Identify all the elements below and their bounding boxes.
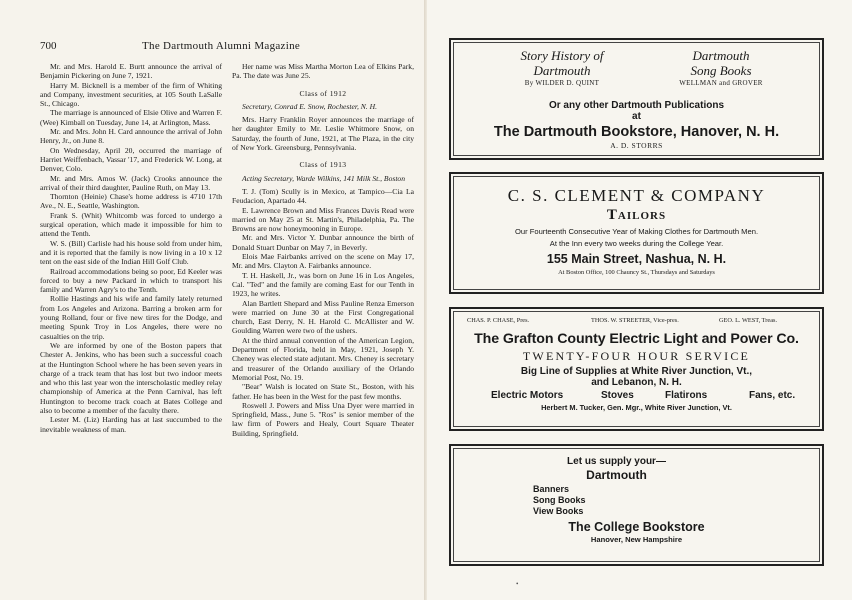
story-history-title-line1: Story History of [520,48,604,63]
class-1913-heading: Class of 1913 [299,160,347,170]
paragraph: Her name was Miss Martha Morton Lea of Elkins Park, Pa. The date was June 25. [232,62,414,81]
class-1913-secretary: Acting Secretary, Warde Wilkins, 141 Milk St., Boston [242,173,406,183]
left-text-column [40,62,222,434]
paragraph: E. Lawrence Brown and Miss Frances Davis Read were married on May 25 at St. Martin's, Philadelphia, Pa. The Browns are now honeymooning in Europe. [232,205,414,234]
paragraph: We are informed by one of the Boston papers that Chester A. Jenkins, who has been such a successful coach at the Huntington School where he has been seven years in charge of a track team that has lost but two indoor meets and who this last year won the interscholastic medley relay championship of America at the Penn Carnival, has left Huntington to become track coach at Bates College and also to become a member of the faculty there. [40,340,222,415]
bookstore-owner: A. D. STORRS [610,141,663,150]
story-history-title [487,48,637,87]
service-heading: TWENTY-FOUR HOUR SERVICE [522,349,751,363]
product-list [451,390,822,402]
clement-line-2: At the Inn every two weeks during the College Year. [549,239,724,248]
supplies-line: Big Line of Supplies at White River Junction, Vt., [520,366,753,377]
paragraph: Mr. and Mrs. Harold E. Burtt announce the arrival of Benjamin Pickering on June 7, 1921. [40,62,222,81]
running-head [40,40,420,54]
song-books-title-line2: Song Books [690,63,752,78]
product-item: Flatirons [665,390,708,401]
bookstore-ad-titles [451,48,822,96]
paragraph: Mrs. Harry Franklin Royer announces the marriage of her daughter Emily to Mr. Leslie Whitmore Snow, on Saturday, the fourth of June, 1921, at The Plaza, in the city of New York. Greensburg, Pennsylvania. [232,115,414,153]
paragraph: Alan Bartlett Shepard and Miss Pauline Renza Emerson were married on June 30 at the First Congregational church, East Derry, N. H. Harold C. McAllister and W. Goulding Warren were two of the ushers. [232,298,414,336]
clement-boston-office: At Boston Office, 100 Chauncy St., Thursdays and Saturdays [558,269,715,276]
right-text-column [232,62,414,438]
list-item: View Books [533,506,584,516]
magazine-title: The Dartmouth Alumni Magazine [142,40,301,52]
story-history-title-line2: Dartmouth [533,63,591,78]
product-item: Fans, etc. [749,390,796,401]
dartmouth-heading: Dartmouth [586,468,647,482]
story-history-author: By WILDER D. QUINT [524,79,600,87]
paragraph: "Bear" Walsh is located on State St., Boston, with his father. He has been in the West for the past few months. [232,382,414,401]
paragraph: Roswell J. Powers and Miss Una Dyer were married in Springfield, Mass., June 5. "Ros" is senior member of the law firm of Powers and Healy, Court Square Theater Building, Springfield. [232,400,414,438]
paragraph: Mr. and Mrs. Amos W. (Jack) Crooks announce the arrival of their third daughter, Pauline Ruth, on May 13. [40,173,222,192]
print-speck: • [516,580,519,588]
paragraph: Elois Mae Fairbanks arrived on the scene on May 17, Mr. and Mrs. Clayton A. Fairbanks announce. [232,252,414,271]
paragraph: Railroad accommodations being so poor, Ed Keeler was forced to buy a new Packard in which to transport his family and Warren Agry's to the Tenth. [40,266,222,295]
item-list [533,484,822,517]
paragraph: Mr. and Mrs. John H. Card announce the arrival of John Henry, Jr., on June 8. [40,127,222,146]
college-bookstore-ad [449,444,824,566]
class-1912-heading: Class of 1912 [299,88,347,98]
lebanon-line: and Lebanon, N. H. [591,377,682,388]
product-item: Electric Motors [491,390,564,401]
paragraph: T. J. (Tom) Scully is in Mexico, at Tampico—Cia La Feudacion, Apartado 44. [232,186,414,206]
other-publications: Or any other Dartmouth Publications [548,100,725,111]
song-books-title [646,48,796,87]
paragraph: Harry M. Bicknell is a member of the firm of Whiting and Company, investment securities, at 105 South LaSalle St., Chicago. [40,80,222,109]
song-books-authors: WELLMAN and GROVER [679,79,763,87]
general-manager: Herbert M. Tucker, Gen. Mgr., White River Junction, Vt. [541,403,732,412]
officer-vice-president: THOS. W. STREETER, Vice-pres. [591,317,679,324]
grafton-electric-ad [449,307,824,431]
paragraph: Mr. and Mrs. Victor Y. Dunbar announce the birth of Donald Stuart Dunbar on May 7, in Beverly. [232,233,414,252]
clement-tailors-ad [449,172,824,294]
paragraph: W. S. (Bill) Carlisle had his house sold from under him, and it is reported that the family is now living in a 10 x 12 tent on the east side of the Indian Hill Golf Club. [40,238,222,267]
company-officers [451,317,822,327]
book-spine [424,0,427,600]
paragraph: T. H. Haskell, Jr., was born on June 16 in Los Angeles, Cal. "Ted" and the family are coming East for our Tenth in 1923, he writes. [232,270,414,299]
paragraph: Lester M. (Liz) Harding has at last succumbed to the inevitable weakness of man. [40,415,222,434]
paragraph: Frank S. (Whit) Whitcomb was forced to undergo a surgical operation, which made it impossible for him to attend the Tenth. [40,210,222,239]
page-number: 700 [40,40,57,52]
clement-line-1: Our Fourteenth Consecutive Year of Making Clothes for Dartmouth Men. [514,227,759,236]
paragraph: Rollie Hastings and his wife and family lately returned from Los Angeles and Arizona. Barring a broken arm for young Rolland, four or five new tires for the Dodge, and meeting Spunk Troy in Los Angeles, there were no casualties on the trip. [40,294,222,341]
paragraph: Thornton (Heinie) Chase's home address is 4710 17th Ave., N. E., Seattle, Washington. [40,192,222,211]
clement-address: 155 Main Street, Nashua, N. H. [546,252,727,266]
clement-company-name: C. S. CLEMENT & COMPANY [507,186,766,205]
song-books-title-line1: Dartmouth [692,48,750,63]
officer-president: CHAS. P. CHASE, Pres. [467,317,530,324]
tailors-heading: Tailors [606,207,667,223]
officer-treasurer: GEO. L. WEST, Treas. [719,317,778,324]
grafton-company-name: The Grafton County Electric Light and Power Co. [474,331,799,347]
college-bookstore-location: Hanover, New Hampshire [590,535,683,544]
paragraph: On Wednesday, April 20, occurred the marriage of Harriet Weiffenbach, Vassar '17, and Frederick W. Long, at Denver, Colo. [40,145,222,174]
list-item: Banners [533,484,570,494]
paragraph: At the third annual convention of the American Legion, Department of Florida, held in May, 1921, Joseph Y. Cheney was elected state adjutant. Mrs. Cheney is secretary and treasurer of the Orlando auxiliary of the Orlando Memorial Post, No. 19. [232,335,414,382]
paragraph: The marriage is announced of Elsie Olive and Warren F. (Wee) Kimball on Tuesday, June 14, at Arlington, Mass. [40,108,222,127]
bookstore-ad [449,38,824,160]
bookstore-name: The Dartmouth Bookstore, Hanover, N. H. [493,124,780,140]
product-item: Stoves [601,390,634,401]
supply-heading: Let us supply your— [567,456,666,467]
at-text: at [632,111,641,122]
class-1912-secretary: Secretary, Conrad E. Snow, Rochester, N. H. [242,101,377,111]
college-bookstore-name: The College Bookstore [568,520,705,534]
list-item: Song Books [533,495,586,505]
